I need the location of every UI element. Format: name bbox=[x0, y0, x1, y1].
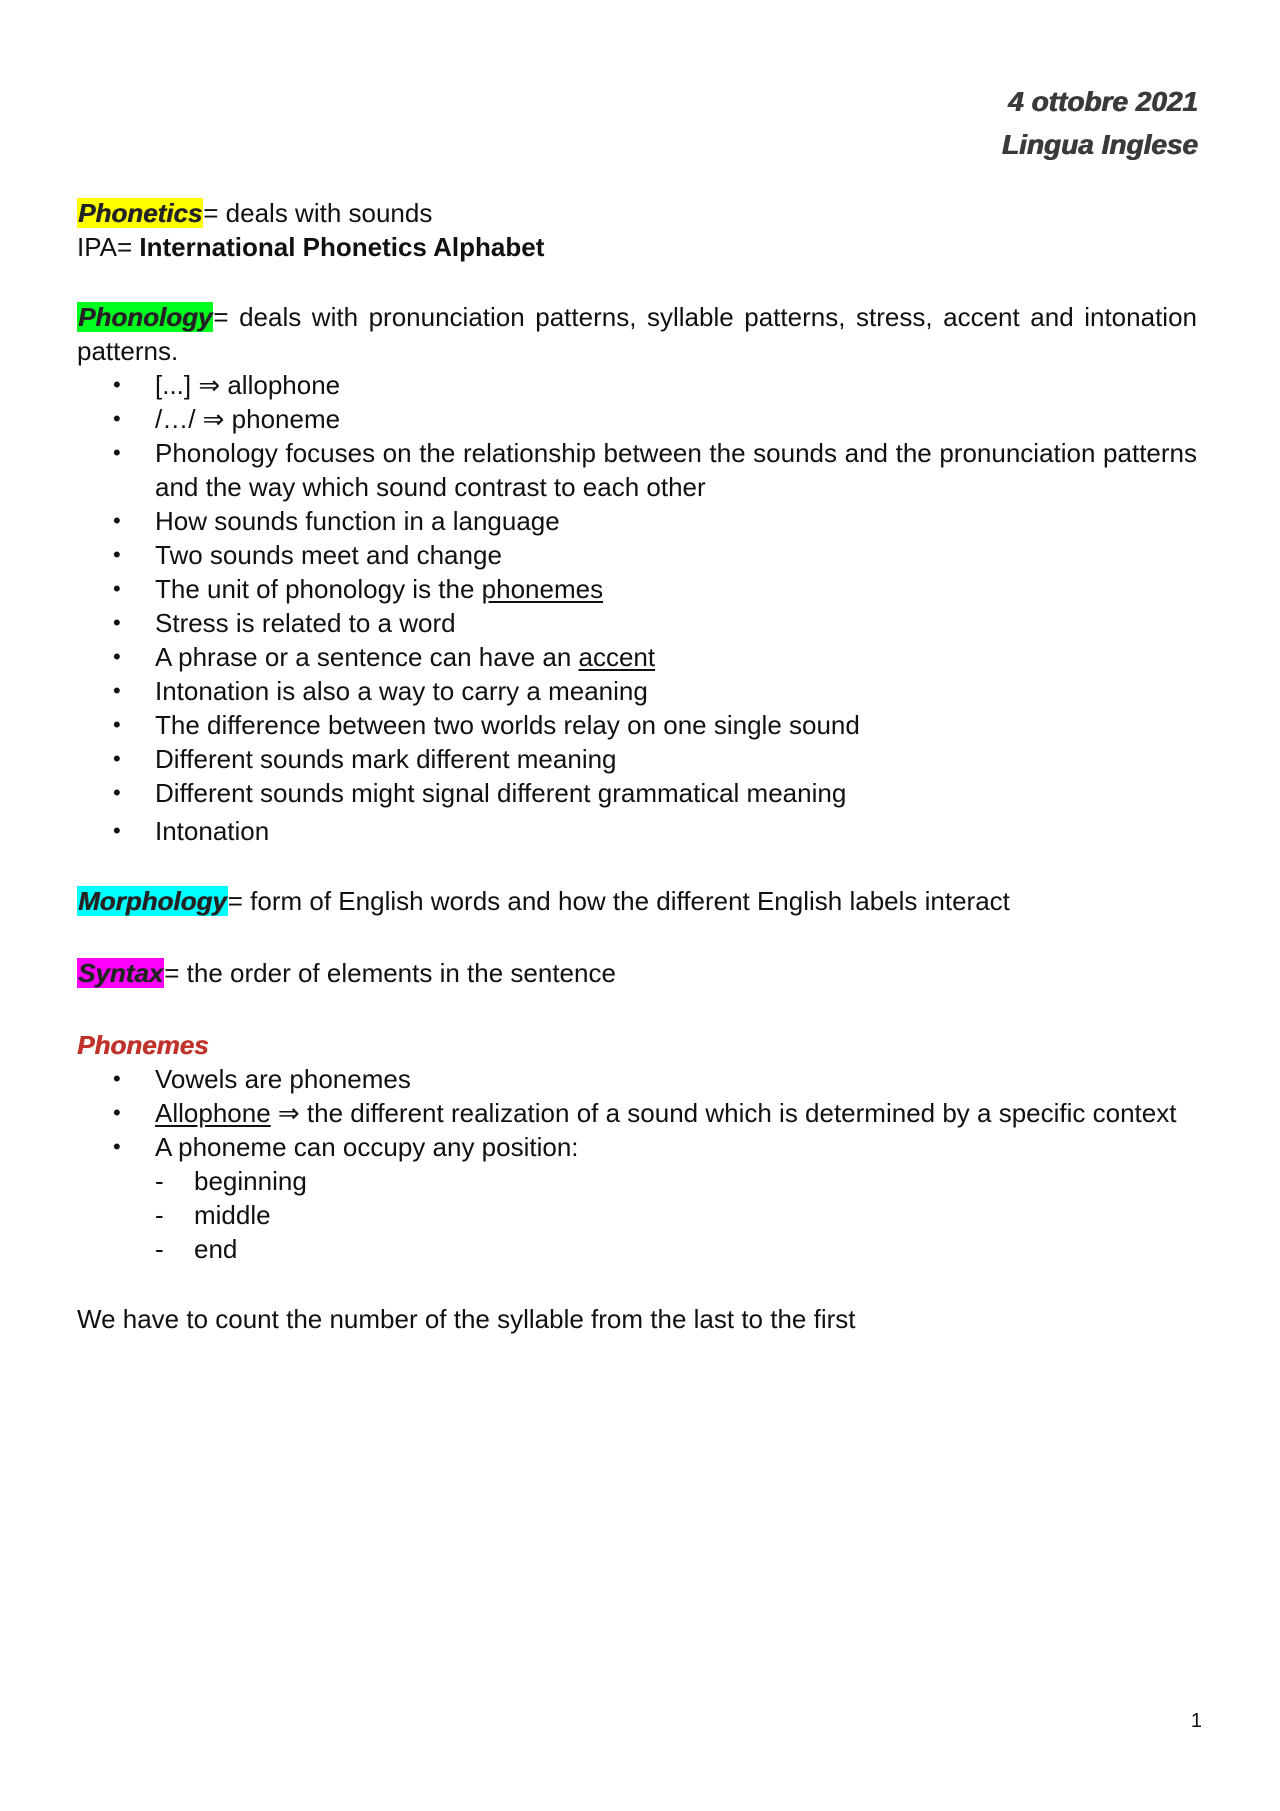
positions-list bbox=[77, 1164, 1197, 1266]
list-item: • How sounds function in a language bbox=[77, 504, 1197, 538]
unit-prefix: The unit of phonology is the bbox=[155, 574, 482, 604]
spacer bbox=[77, 264, 1197, 300]
header-subject: Lingua Inglese bbox=[1001, 129, 1198, 160]
ipa-name: International Phonetics Alphabet bbox=[139, 232, 545, 262]
accent-underlined: accent bbox=[578, 642, 656, 672]
closing-line: We have to count the number of the syllable from the last to the first bbox=[77, 1304, 856, 1334]
list-item: • A phoneme can occupy any position: bbox=[77, 1130, 1197, 1164]
page-header bbox=[1002, 80, 1198, 166]
spacer bbox=[77, 990, 1197, 1028]
list-item: • Intonation bbox=[77, 814, 1197, 848]
morphology-term: Morphology bbox=[78, 886, 227, 916]
allophone-definition: ⇒ the different realization of a sound which is determined by a specific context bbox=[270, 1098, 1177, 1128]
list-item bbox=[77, 572, 1197, 606]
phonology-line bbox=[77, 300, 1197, 368]
page-number: 1 bbox=[1190, 1710, 1202, 1732]
list-item bbox=[77, 640, 1197, 674]
syntax-line bbox=[77, 956, 1197, 990]
ipa-abbr: IPA= bbox=[77, 232, 133, 262]
phonetics-definition: = deals with sounds bbox=[203, 198, 433, 228]
morphology-definition: = form of English words and how the different English labels interact bbox=[227, 886, 1010, 916]
phonetics-line bbox=[77, 196, 1197, 230]
morphology-line bbox=[77, 884, 1197, 918]
phonemes-list bbox=[77, 1062, 1197, 1164]
syntax-definition: = the order of elements in the sentence bbox=[164, 958, 616, 988]
list-item: • Two sounds meet and change bbox=[77, 538, 1197, 572]
syntax-term: Syntax bbox=[78, 958, 164, 988]
list-item: • Stress is related to a word bbox=[77, 606, 1197, 640]
list-item: - middle bbox=[77, 1198, 1197, 1232]
accent-prefix: A phrase or a sentence can have an bbox=[155, 642, 579, 672]
header-date: 4 ottobre 2021 bbox=[1008, 86, 1198, 117]
phonology-list bbox=[77, 368, 1197, 848]
allophone-underlined: Allophone bbox=[155, 1098, 271, 1128]
list-item: • Vowels are phonemes bbox=[77, 1062, 1197, 1096]
list-item: • Different sounds mark different meaning bbox=[77, 742, 1197, 776]
list-item: - end bbox=[77, 1232, 1197, 1266]
list-item: • /…/ ⇒ phoneme bbox=[77, 402, 1197, 436]
phonetics-term: Phonetics bbox=[78, 198, 203, 228]
spacer bbox=[77, 1266, 1197, 1302]
list-item: • Intonation is also a way to carry a meaning bbox=[77, 674, 1197, 708]
phonology-term: Phonology bbox=[78, 302, 213, 332]
list-item: • [...] ⇒ allophone bbox=[77, 368, 1197, 402]
phonology-definition: = deals with pronunciation patterns, syllable patterns, stress, accent and intonation patterns. bbox=[77, 302, 1197, 366]
spacer bbox=[77, 848, 1197, 884]
ipa-line bbox=[77, 230, 1197, 264]
phonemes-heading: Phonemes bbox=[77, 1030, 209, 1060]
list-item: - beginning bbox=[77, 1164, 1197, 1198]
list-item bbox=[77, 1096, 1197, 1130]
document-body bbox=[77, 196, 1197, 1336]
list-item: • Phonology focuses on the relationship between the sounds and the pronunciation patterns and the way which sound contrast to each other bbox=[77, 436, 1197, 504]
list-item: • Different sounds might signal different grammatical meaning bbox=[77, 776, 1197, 810]
list-item: • The difference between two worlds relay on one single sound bbox=[77, 708, 1197, 742]
phonemes-underlined: phonemes bbox=[481, 574, 604, 604]
spacer bbox=[77, 918, 1197, 956]
